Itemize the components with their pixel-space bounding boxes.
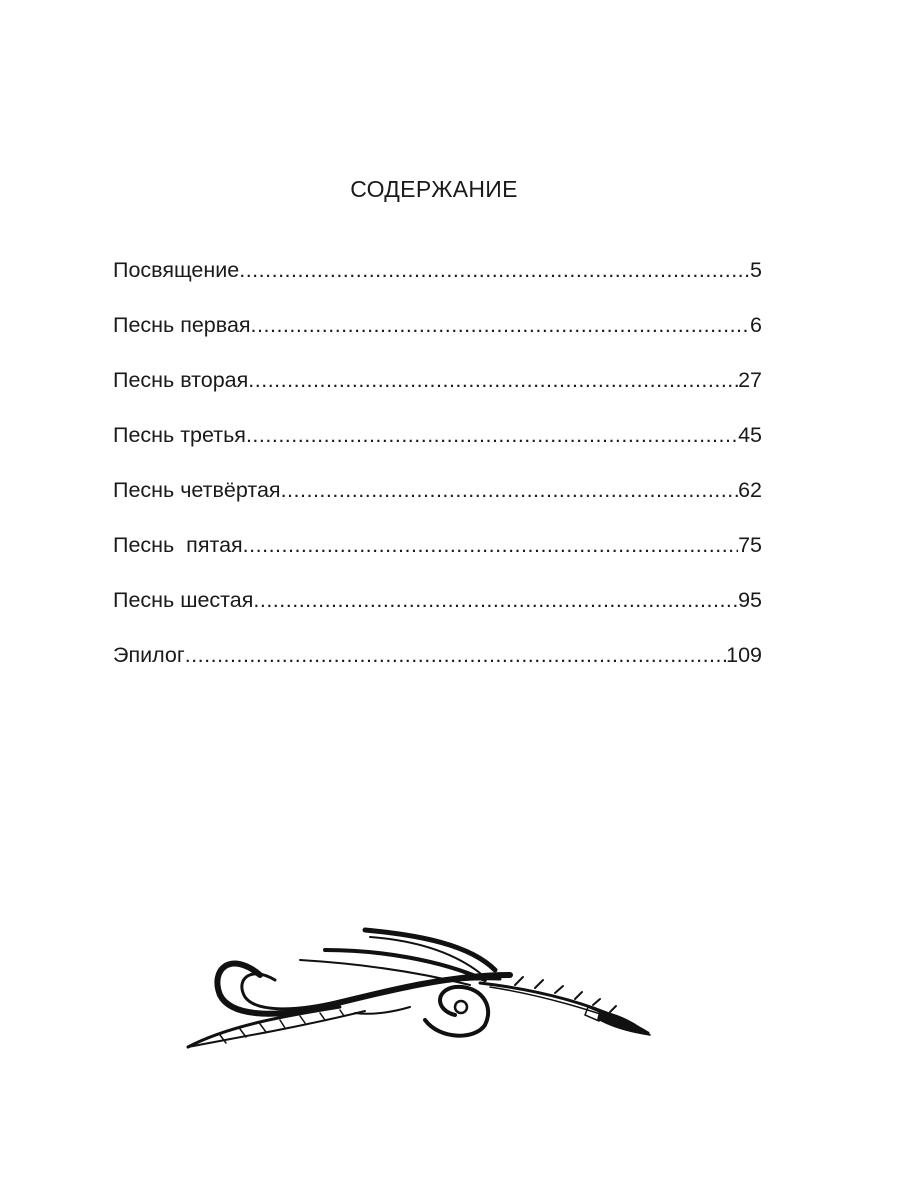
toc-entry-title: Песнь шестая xyxy=(113,588,254,612)
toc-entry-title: Эпилог xyxy=(113,643,185,667)
toc-dot-leader xyxy=(243,533,738,558)
toc-entry-page: 62 xyxy=(738,478,762,502)
toc-entry-title: Песнь вторая xyxy=(113,368,249,392)
toc-entry[interactable] xyxy=(113,368,762,423)
table-of-contents xyxy=(113,258,762,698)
toc-dot-leader xyxy=(246,423,738,448)
toc-entry-title: Песнь третья xyxy=(113,423,246,447)
toc-dot-leader xyxy=(185,643,726,668)
toc-entry[interactable] xyxy=(113,258,762,313)
toc-entry-page: 95 xyxy=(738,588,762,612)
toc-entry[interactable] xyxy=(113,478,762,533)
toc-dot-leader xyxy=(251,313,750,338)
toc-entry-page: 27 xyxy=(738,368,762,392)
toc-entry-page: 109 xyxy=(726,643,762,667)
toc-entry-title: Песнь первая xyxy=(113,313,251,337)
toc-entry-title: Песнь четвёртая xyxy=(113,478,281,502)
toc-entry-title: Песнь пятая xyxy=(113,533,243,557)
toc-entry[interactable] xyxy=(113,588,762,643)
toc-entry[interactable] xyxy=(113,643,762,698)
toc-entry-title: Посвящение xyxy=(113,258,240,282)
toc-dot-leader xyxy=(253,588,738,613)
toc-entry-page: 45 xyxy=(738,423,762,447)
toc-entry-page: 6 xyxy=(750,313,762,337)
toc-entry-page: 5 xyxy=(750,258,762,282)
feather-quill-flourish-icon xyxy=(180,915,660,1065)
page-title: СОДЕРЖАНИЕ xyxy=(350,176,518,202)
toc-dot-leader xyxy=(239,258,750,283)
toc-entry-page: 75 xyxy=(738,533,762,557)
toc-entry[interactable] xyxy=(113,313,762,368)
toc-dot-leader xyxy=(248,368,738,393)
toc-entry[interactable] xyxy=(113,533,762,588)
toc-entry[interactable] xyxy=(113,423,762,478)
toc-dot-leader xyxy=(281,478,739,503)
